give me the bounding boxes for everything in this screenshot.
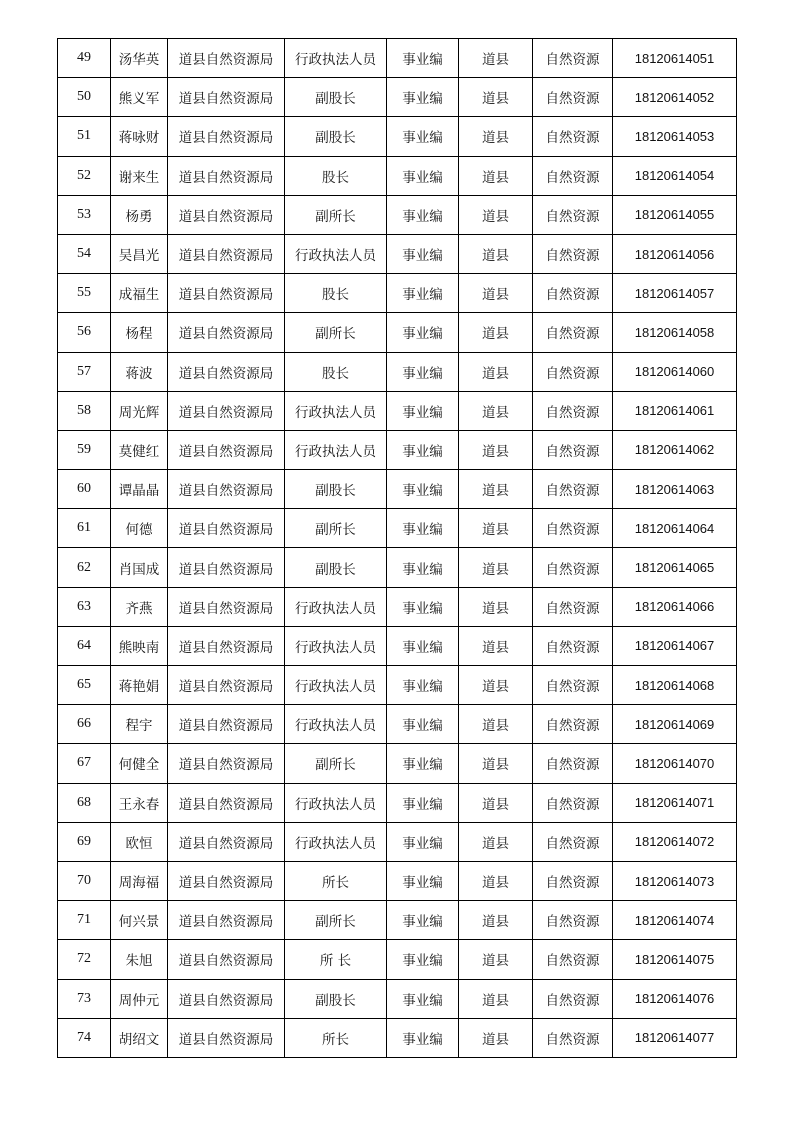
position-cell: 副股长 [285, 117, 387, 156]
table-row [58, 979, 737, 1018]
person-name-cell: 王永春 [111, 783, 168, 822]
unit-name-cell: 道县自然资源局 [168, 822, 285, 861]
staff-type-cell: 事业编 [387, 195, 459, 234]
field-cell: 自然资源 [533, 979, 613, 1018]
table-row [58, 783, 737, 822]
table-row [58, 626, 737, 665]
table-row [58, 744, 737, 783]
table-row [58, 666, 737, 705]
region-cell: 道县 [459, 587, 533, 626]
region-cell: 道县 [459, 39, 533, 78]
staff-type-cell: 事业编 [387, 78, 459, 117]
position-cell: 副所长 [285, 901, 387, 940]
row-number-cell: 67 [58, 744, 111, 783]
position-cell: 副所长 [285, 509, 387, 548]
staff-type-cell: 事业编 [387, 626, 459, 665]
staff-type-cell: 事业编 [387, 901, 459, 940]
certificate-number-cell: 18120614073 [613, 861, 737, 900]
person-name-cell: 成福生 [111, 274, 168, 313]
person-name-cell: 杨勇 [111, 195, 168, 234]
staff-type-cell: 事业编 [387, 861, 459, 900]
person-name-cell: 齐燕 [111, 587, 168, 626]
table-row [58, 587, 737, 626]
table-row [58, 509, 737, 548]
certificate-number-cell: 18120614061 [613, 391, 737, 430]
certificate-number-cell: 18120614072 [613, 822, 737, 861]
staff-type-cell: 事业编 [387, 352, 459, 391]
row-number-cell: 69 [58, 822, 111, 861]
staff-type-cell: 事业编 [387, 156, 459, 195]
staff-type-cell: 事业编 [387, 548, 459, 587]
row-number-cell: 58 [58, 391, 111, 430]
staff-type-cell: 事业编 [387, 1018, 459, 1057]
field-cell: 自然资源 [533, 509, 613, 548]
staff-type-cell: 事业编 [387, 234, 459, 273]
person-name-cell: 肖国成 [111, 548, 168, 587]
unit-name-cell: 道县自然资源局 [168, 783, 285, 822]
table-row [58, 78, 737, 117]
unit-name-cell: 道县自然资源局 [168, 313, 285, 352]
table-row [58, 156, 737, 195]
person-name-cell: 何兴景 [111, 901, 168, 940]
certificate-number-cell: 18120614060 [613, 352, 737, 391]
person-name-cell: 吴昌光 [111, 234, 168, 273]
staff-type-cell: 事业编 [387, 979, 459, 1018]
region-cell: 道县 [459, 1018, 533, 1057]
field-cell: 自然资源 [533, 744, 613, 783]
unit-name-cell: 道县自然资源局 [168, 234, 285, 273]
certificate-number-cell: 18120614054 [613, 156, 737, 195]
staff-type-cell: 事业编 [387, 117, 459, 156]
region-cell: 道县 [459, 156, 533, 195]
field-cell: 自然资源 [533, 234, 613, 273]
region-cell: 道县 [459, 430, 533, 469]
certificate-number-cell: 18120614057 [613, 274, 737, 313]
unit-name-cell: 道县自然资源局 [168, 744, 285, 783]
unit-name-cell: 道县自然资源局 [168, 195, 285, 234]
position-cell: 行政执法人员 [285, 430, 387, 469]
unit-name-cell: 道县自然资源局 [168, 117, 285, 156]
region-cell: 道县 [459, 979, 533, 1018]
person-name-cell: 汤华英 [111, 39, 168, 78]
position-cell: 股长 [285, 156, 387, 195]
position-cell: 行政执法人员 [285, 822, 387, 861]
row-number-cell: 51 [58, 117, 111, 156]
table-row [58, 1018, 737, 1057]
certificate-number-cell: 18120614051 [613, 39, 737, 78]
region-cell: 道县 [459, 234, 533, 273]
row-number-cell: 52 [58, 156, 111, 195]
field-cell: 自然资源 [533, 822, 613, 861]
field-cell: 自然资源 [533, 666, 613, 705]
staff-type-cell: 事业编 [387, 39, 459, 78]
region-cell: 道县 [459, 78, 533, 117]
field-cell: 自然资源 [533, 156, 613, 195]
staff-type-cell: 事业编 [387, 744, 459, 783]
unit-name-cell: 道县自然资源局 [168, 156, 285, 195]
field-cell: 自然资源 [533, 430, 613, 469]
row-number-cell: 70 [58, 861, 111, 900]
field-cell: 自然资源 [533, 1018, 613, 1057]
certificate-number-cell: 18120614074 [613, 901, 737, 940]
position-cell: 行政执法人员 [285, 39, 387, 78]
region-cell: 道县 [459, 783, 533, 822]
region-cell: 道县 [459, 705, 533, 744]
person-name-cell: 何健全 [111, 744, 168, 783]
person-name-cell: 莫健红 [111, 430, 168, 469]
person-name-cell: 周海福 [111, 861, 168, 900]
field-cell: 自然资源 [533, 470, 613, 509]
row-number-cell: 71 [58, 901, 111, 940]
position-cell: 行政执法人员 [285, 391, 387, 430]
row-number-cell: 57 [58, 352, 111, 391]
region-cell: 道县 [459, 117, 533, 156]
position-cell: 行政执法人员 [285, 666, 387, 705]
region-cell: 道县 [459, 626, 533, 665]
position-cell: 副股长 [285, 548, 387, 587]
row-number-cell: 68 [58, 783, 111, 822]
staff-type-cell: 事业编 [387, 705, 459, 744]
unit-name-cell: 道县自然资源局 [168, 979, 285, 1018]
region-cell: 道县 [459, 861, 533, 900]
row-number-cell: 59 [58, 430, 111, 469]
certificate-number-cell: 18120614067 [613, 626, 737, 665]
position-cell: 副所长 [285, 744, 387, 783]
row-number-cell: 56 [58, 313, 111, 352]
field-cell: 自然资源 [533, 783, 613, 822]
table-row [58, 234, 737, 273]
row-number-cell: 54 [58, 234, 111, 273]
region-cell: 道县 [459, 744, 533, 783]
position-cell: 股长 [285, 274, 387, 313]
unit-name-cell: 道县自然资源局 [168, 666, 285, 705]
certificate-number-cell: 18120614075 [613, 940, 737, 979]
roster-table [57, 38, 737, 1058]
person-name-cell: 胡绍文 [111, 1018, 168, 1057]
staff-type-cell: 事业编 [387, 274, 459, 313]
table-row [58, 313, 737, 352]
position-cell: 副股长 [285, 979, 387, 1018]
row-number-cell: 60 [58, 470, 111, 509]
table-row [58, 117, 737, 156]
unit-name-cell: 道县自然资源局 [168, 274, 285, 313]
row-number-cell: 62 [58, 548, 111, 587]
roster-body [58, 39, 737, 1058]
staff-type-cell: 事业编 [387, 391, 459, 430]
position-cell: 副股长 [285, 470, 387, 509]
person-name-cell: 蒋艳娟 [111, 666, 168, 705]
certificate-number-cell: 18120614063 [613, 470, 737, 509]
staff-type-cell: 事业编 [387, 940, 459, 979]
table-row [58, 861, 737, 900]
position-cell: 行政执法人员 [285, 626, 387, 665]
field-cell: 自然资源 [533, 587, 613, 626]
person-name-cell: 程宇 [111, 705, 168, 744]
unit-name-cell: 道县自然资源局 [168, 587, 285, 626]
region-cell: 道县 [459, 548, 533, 587]
field-cell: 自然资源 [533, 548, 613, 587]
row-number-cell: 61 [58, 509, 111, 548]
certificate-number-cell: 18120614058 [613, 313, 737, 352]
staff-type-cell: 事业编 [387, 470, 459, 509]
position-cell: 行政执法人员 [285, 783, 387, 822]
region-cell: 道县 [459, 509, 533, 548]
certificate-number-cell: 18120614052 [613, 78, 737, 117]
field-cell: 自然资源 [533, 705, 613, 744]
person-name-cell: 蒋波 [111, 352, 168, 391]
table-row [58, 39, 737, 78]
region-cell: 道县 [459, 274, 533, 313]
row-number-cell: 55 [58, 274, 111, 313]
unit-name-cell: 道县自然资源局 [168, 430, 285, 469]
field-cell: 自然资源 [533, 117, 613, 156]
position-cell: 行政执法人员 [285, 234, 387, 273]
region-cell: 道县 [459, 195, 533, 234]
staff-type-cell: 事业编 [387, 509, 459, 548]
unit-name-cell: 道县自然资源局 [168, 861, 285, 900]
certificate-number-cell: 18120614070 [613, 744, 737, 783]
person-name-cell: 蒋咏财 [111, 117, 168, 156]
position-cell: 副所长 [285, 313, 387, 352]
certificate-number-cell: 18120614066 [613, 587, 737, 626]
row-number-cell: 63 [58, 587, 111, 626]
table-row [58, 195, 737, 234]
staff-type-cell: 事业编 [387, 313, 459, 352]
table-row [58, 274, 737, 313]
region-cell: 道县 [459, 822, 533, 861]
person-name-cell: 熊义军 [111, 78, 168, 117]
person-name-cell: 欧恒 [111, 822, 168, 861]
person-name-cell: 谭晶晶 [111, 470, 168, 509]
position-cell: 股长 [285, 352, 387, 391]
certificate-number-cell: 18120614064 [613, 509, 737, 548]
row-number-cell: 74 [58, 1018, 111, 1057]
row-number-cell: 66 [58, 705, 111, 744]
certificate-number-cell: 18120614068 [613, 666, 737, 705]
certificate-number-cell: 18120614071 [613, 783, 737, 822]
row-number-cell: 50 [58, 78, 111, 117]
staff-type-cell: 事业编 [387, 430, 459, 469]
staff-type-cell: 事业编 [387, 587, 459, 626]
unit-name-cell: 道县自然资源局 [168, 470, 285, 509]
person-name-cell: 周光辉 [111, 391, 168, 430]
unit-name-cell: 道县自然资源局 [168, 78, 285, 117]
field-cell: 自然资源 [533, 195, 613, 234]
staff-type-cell: 事业编 [387, 666, 459, 705]
table-row [58, 430, 737, 469]
row-number-cell: 53 [58, 195, 111, 234]
region-cell: 道县 [459, 352, 533, 391]
position-cell: 行政执法人员 [285, 587, 387, 626]
certificate-number-cell: 18120614053 [613, 117, 737, 156]
unit-name-cell: 道县自然资源局 [168, 548, 285, 587]
table-row [58, 548, 737, 587]
field-cell: 自然资源 [533, 352, 613, 391]
field-cell: 自然资源 [533, 901, 613, 940]
person-name-cell: 何德 [111, 509, 168, 548]
certificate-number-cell: 18120614056 [613, 234, 737, 273]
unit-name-cell: 道县自然资源局 [168, 1018, 285, 1057]
field-cell: 自然资源 [533, 861, 613, 900]
row-number-cell: 72 [58, 940, 111, 979]
row-number-cell: 65 [58, 666, 111, 705]
region-cell: 道县 [459, 901, 533, 940]
certificate-number-cell: 18120614062 [613, 430, 737, 469]
table-row [58, 901, 737, 940]
person-name-cell: 朱旭 [111, 940, 168, 979]
person-name-cell: 杨程 [111, 313, 168, 352]
certificate-number-cell: 18120614065 [613, 548, 737, 587]
row-number-cell: 49 [58, 39, 111, 78]
field-cell: 自然资源 [533, 313, 613, 352]
region-cell: 道县 [459, 666, 533, 705]
row-number-cell: 64 [58, 626, 111, 665]
unit-name-cell: 道县自然资源局 [168, 391, 285, 430]
region-cell: 道县 [459, 940, 533, 979]
field-cell: 自然资源 [533, 940, 613, 979]
position-cell: 所长 [285, 861, 387, 900]
field-cell: 自然资源 [533, 39, 613, 78]
field-cell: 自然资源 [533, 391, 613, 430]
region-cell: 道县 [459, 470, 533, 509]
certificate-number-cell: 18120614055 [613, 195, 737, 234]
unit-name-cell: 道县自然资源局 [168, 39, 285, 78]
position-cell: 副股长 [285, 78, 387, 117]
person-name-cell: 周仲元 [111, 979, 168, 1018]
table-row [58, 705, 737, 744]
table-row [58, 822, 737, 861]
unit-name-cell: 道县自然资源局 [168, 626, 285, 665]
table-row [58, 470, 737, 509]
staff-type-cell: 事业编 [387, 783, 459, 822]
staff-type-cell: 事业编 [387, 822, 459, 861]
unit-name-cell: 道县自然资源局 [168, 352, 285, 391]
unit-name-cell: 道县自然资源局 [168, 509, 285, 548]
table-row [58, 352, 737, 391]
unit-name-cell: 道县自然资源局 [168, 901, 285, 940]
person-name-cell: 谢来生 [111, 156, 168, 195]
certificate-number-cell: 18120614077 [613, 1018, 737, 1057]
region-cell: 道县 [459, 391, 533, 430]
table-row [58, 940, 737, 979]
position-cell: 行政执法人员 [285, 705, 387, 744]
field-cell: 自然资源 [533, 626, 613, 665]
table-row [58, 391, 737, 430]
position-cell: 所 长 [285, 940, 387, 979]
field-cell: 自然资源 [533, 78, 613, 117]
unit-name-cell: 道县自然资源局 [168, 940, 285, 979]
position-cell: 所长 [285, 1018, 387, 1057]
unit-name-cell: 道县自然资源局 [168, 705, 285, 744]
certificate-number-cell: 18120614076 [613, 979, 737, 1018]
person-name-cell: 熊映南 [111, 626, 168, 665]
certificate-number-cell: 18120614069 [613, 705, 737, 744]
field-cell: 自然资源 [533, 274, 613, 313]
position-cell: 副所长 [285, 195, 387, 234]
row-number-cell: 73 [58, 979, 111, 1018]
region-cell: 道县 [459, 313, 533, 352]
